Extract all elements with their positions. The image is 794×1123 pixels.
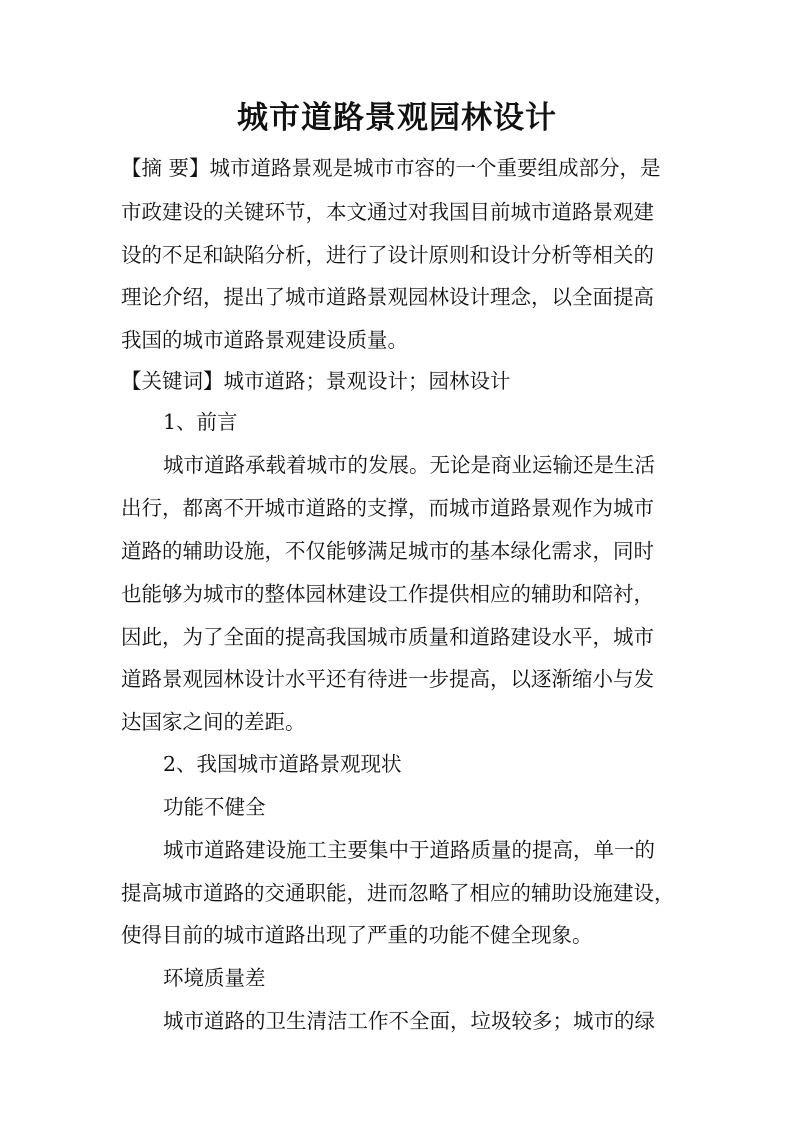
abstract-line: 市政建设的关键环节，本文通过对我国目前城市道路景观建	[121, 200, 654, 224]
abstract-line: 理论介绍，提出了城市道路景观园林设计理念，以全面提高	[121, 285, 654, 309]
section-heading: 2、我国城市道路景观现状	[163, 752, 402, 776]
section-heading: 1、前言	[163, 410, 238, 434]
abstract-line: 【摘 要】城市道路景观是城市市容的一个重要组成部分，是	[121, 156, 661, 180]
body-line: 城市道路的卫生清洁工作不全面，垃圾较多；城市的绿	[163, 1009, 655, 1033]
abstract-line: 设的不足和缺陷分析，进行了设计原则和设计分析等相关的	[121, 243, 654, 267]
body-line: 达国家之间的差距。	[121, 710, 306, 734]
subsection-heading: 功能不健全	[163, 795, 266, 819]
body-line: 城市道路承载着城市的发展。无论是商业运输还是生活	[163, 453, 655, 477]
body-line: 也能够为城市的整体园林建设工作提供相应的辅助和陪衬，	[121, 582, 654, 606]
body-line: 道路景观园林设计水平还有待进一步提高，以逐渐缩小与发	[121, 667, 654, 691]
keywords-line: 【关键词】城市道路；景观设计；园林设计	[121, 369, 511, 393]
body-line: 使得目前的城市道路出现了严重的功能不健全现象。	[121, 923, 593, 947]
body-line: 出行，都离不开城市道路的支撑，而城市道路景观作为城市	[121, 496, 654, 520]
body-line: 提高城市道路的交通职能，进而忽略了相应的辅助设施建设，	[121, 881, 675, 905]
document-title: 城市道路景观园林设计	[237, 100, 557, 136]
abstract-line: 我国的城市道路景观建设质量。	[121, 328, 408, 352]
subsection-heading: 环境质量差	[163, 966, 266, 990]
body-line: 因此，为了全面的提高我国城市质量和道路建设水平，城市	[121, 625, 654, 649]
body-line: 城市道路建设施工主要集中于道路质量的提高，单一的	[163, 838, 655, 862]
body-line: 道路的辅助设施，不仅能够满足城市的基本绿化需求，同时	[121, 539, 654, 563]
